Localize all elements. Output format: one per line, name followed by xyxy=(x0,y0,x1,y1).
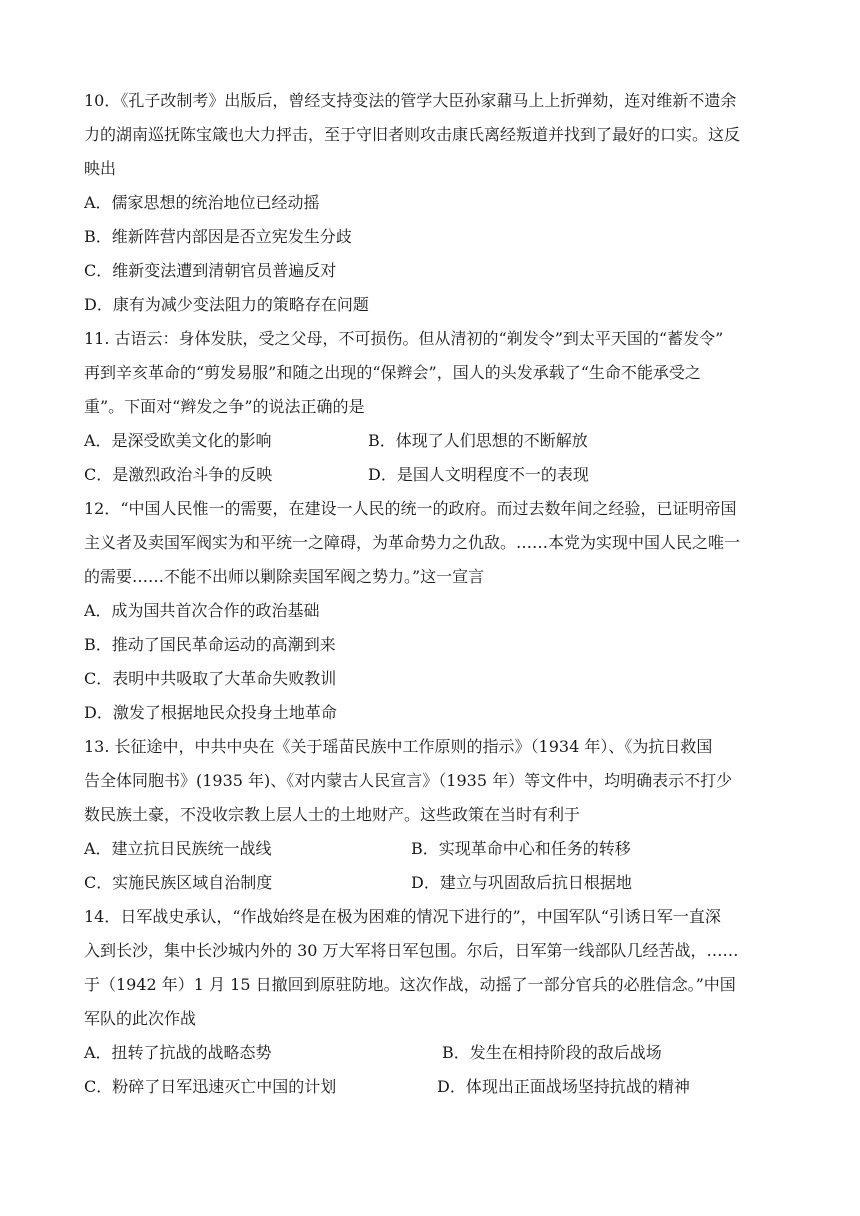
question-10-option-d: D．康有为减少变法阻力的策略存在问题 xyxy=(84,295,369,314)
question-14-stem-line-4: 军队的此次作战 xyxy=(84,1009,197,1028)
question-14-stem-line-2: 入到长沙，集中长沙城内外的 30 万大军将日军包围。尔后，日军第一线部队几经苦战，…… xyxy=(84,941,739,960)
question-page xyxy=(84,84,794,1104)
question-12-stem-line-3: 的需要……不能不出师以剿除卖国军阀之势力。”这一宣言 xyxy=(84,567,485,586)
question-14-stem-line-1: 14．日军战史承认，“作战始终是在极为困难的情况下进行的”，中国军队“引诱日军一直深 xyxy=(84,907,721,926)
question-13-stem-line-1: 13. 长征途中，中共中央在《关于瑶苗民族中工作原则的指示》（1934 年）、《为抗日救国 xyxy=(84,737,713,756)
question-12-option-c: C．表明中共吸取了大革命失败教训 xyxy=(84,669,337,688)
question-14-option-b: B．发生在相持阶段的敌后战场 xyxy=(442,1043,662,1062)
question-10-stem-line-1: 10．《孔子改制考》出版后，曾经支持变法的管学大臣孙家鼐马上上折弹劾，连对维新不遗余 xyxy=(84,91,737,110)
question-10 xyxy=(84,84,794,322)
question-13-option-d: D．建立与巩固敌后抗日根据地 xyxy=(411,873,632,892)
question-11-stem-line-1: 11. 古语云：身体发肤，受之父母，不可损伤。但从清初的“剃发令”到太平天国的“蓄发令” xyxy=(84,329,724,348)
question-12-stem-line-1: 12．“中国人民惟一的需要，在建设一人民的统一的政府。而过去数年间之经验，已证明帝国 xyxy=(84,499,737,518)
question-12-option-b: B．推动了国民革命运动的高潮到来 xyxy=(84,635,336,654)
question-11-options-row-1 xyxy=(84,424,794,458)
question-14 xyxy=(84,900,794,1104)
question-12-stem-line-2: 主义者及卖国军阀实为和平统一之障碍，为革命势力之仇敌。……本党为实现中国人民之唯一 xyxy=(84,533,741,552)
question-13-options-row-2 xyxy=(84,866,794,900)
question-11-stem-line-3: 重”。下面对“辫发之争”的说法正确的是 xyxy=(84,397,365,416)
question-13-option-a: A．建立抗日民族统一战线 xyxy=(84,839,272,858)
question-11-stem-line-2: 再到辛亥革命的“剪发易服”和随之出现的“保辫会”，国人的头发承载了“生命不能承受之 xyxy=(84,363,701,382)
question-11-option-d: D．是国人文明程度不一的表现 xyxy=(368,465,589,484)
question-11-options-row-2 xyxy=(84,458,794,492)
question-12-option-d: D．激发了根据地民众投身土地革命 xyxy=(84,703,337,722)
question-10-stem-line-3: 映出 xyxy=(84,159,117,178)
question-13-option-c: C．实施民族区域自治制度 xyxy=(84,873,273,892)
question-13-options-row-1 xyxy=(84,832,794,866)
question-10-option-b: B．维新阵营内部因是否立宪发生分歧 xyxy=(84,227,352,246)
question-13-stem-line-2: 告全体同胞书》(1935 年)、《对内蒙古人民宣言》（1935 年）等文件中，均明确表示不打少 xyxy=(84,771,733,790)
question-13-stem-line-3: 数民族土豪，不没收宗教上层人士的土地财产。这些政策在当时有利于 xyxy=(84,805,581,824)
question-10-stem-line-2: 力的湖南巡抚陈宝箴也大力抨击，至于守旧者则攻击康氏离经叛道并找到了最好的口实。这反 xyxy=(84,125,741,144)
question-11-option-c: C．是激烈政治斗争的反映 xyxy=(84,465,273,484)
question-12-option-a: A．成为国共首次合作的政治基础 xyxy=(84,601,320,620)
question-13 xyxy=(84,730,794,900)
question-14-options-row-1 xyxy=(84,1036,794,1070)
question-10-option-c: C．维新变法遭到清朝官员普遍反对 xyxy=(84,261,337,280)
question-13-option-b: B．实现革命中心和任务的转移 xyxy=(411,839,631,858)
question-12 xyxy=(84,492,794,730)
question-14-stem-line-3: 于（1942 年）1 月 15 日撤回到原驻防地。这次作战，动摇了一部分官兵的必胜信念。”中国 xyxy=(84,975,736,994)
question-11-option-a: A．是深受欧美文化的影响 xyxy=(84,431,272,450)
question-14-options-row-2 xyxy=(84,1070,794,1104)
question-14-option-c: C．粉碎了日军迅速灭亡中国的计划 xyxy=(84,1077,337,1096)
question-14-option-a: A．扭转了抗战的战略态势 xyxy=(84,1043,272,1062)
question-11-option-b: B．体现了人们思想的不断解放 xyxy=(368,431,588,450)
question-10-option-a: A．儒家思想的统治地位已经动摇 xyxy=(84,193,320,212)
question-14-option-d: D．体现出正面战场坚持抗战的精神 xyxy=(437,1077,690,1096)
question-11 xyxy=(84,322,794,492)
